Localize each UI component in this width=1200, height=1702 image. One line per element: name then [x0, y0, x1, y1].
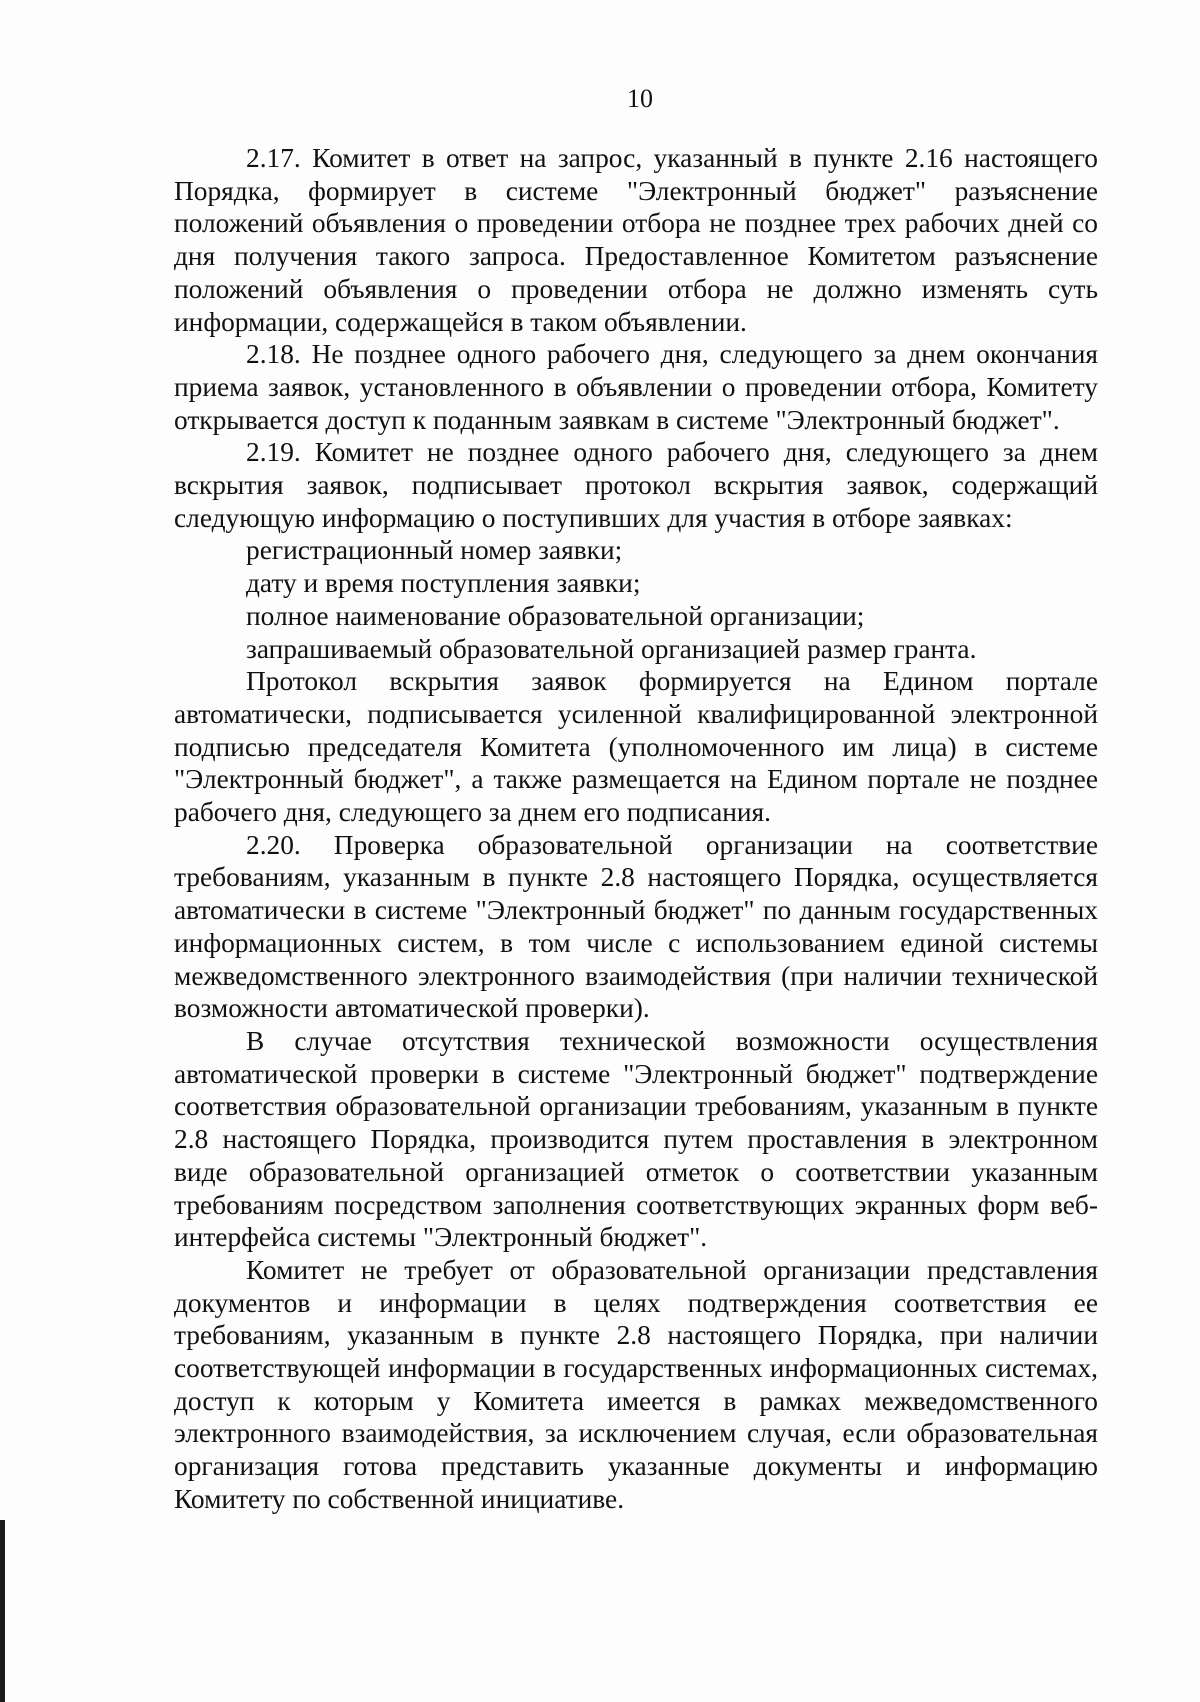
paragraph-2-18: 2.18. Не позднее одного рабочего дня, следующего за днем окончания приема заявок, установленного в объявлении о проведении отбора, Комитету открывается доступ к поданным заявкам в системе "Электронный бюджет".: [174, 339, 1098, 435]
list-item-date-time: дату и время поступления заявки;: [246, 568, 641, 599]
paragraph-no-technical-possibility: В случае отсутствия технической возможности осуществления автоматической проверки в системе "Электронный бюджет" подтверждение соответствия образовательной организации требованиям, указанным в пункте 2.8 настоящего Порядка, производится путем проставления в электронном виде образовательной организацией отметок о соответствии указанным требованиям посредством заполнения соответствующих экранных форм веб-интерфейса системы "Электронный бюджет".: [174, 1025, 1098, 1253]
list-item-grant-size: запрашиваемый образовательной организацией размер гранта.: [246, 633, 977, 664]
paragraph-2-19: 2.19. Комитет не позднее одного рабочего дня, следующего за днем вскрытия заявок, подписывает протокол вскрытия заявок, содержащий следующую информацию о поступивших для участия в отборе заявках:: [174, 437, 1098, 533]
paragraph-committee-requirements: Комитет не требует от образовательной организации представления документов и информации в целях подтверждения соответствия ее требованиям, указанным в пункте 2.8 настоящего Порядка, при наличии соответствующей информации в государственных информационных системах, доступ к которым у Комитета имеется в рамках межведомственного электронного взаимодействия, за исключением случая, если образовательная организация готова представить указанные документы и информацию Комитету по собственной инициативе.: [174, 1254, 1098, 1514]
scan-edge-mark: [0, 1520, 5, 1702]
paragraph-protocol: Протокол вскрытия заявок формируется на Едином портале автоматически, подписывается усиленной квалифицированной электронной подписью председателя Комитета (уполномоченного им лица) в системе "Электронный бюджет", а также размещается на Едином портале не позднее рабочего дня, следующего за днем его подписания.: [174, 666, 1098, 828]
paragraph-2-17: 2.17. Комитет в ответ на запрос, указанный в пункте 2.16 настоящего Порядка, формирует в системе "Электронный бюджет" разъяснение положений объявления о проведении отбора не позднее трех рабочих дней со дня получения такого запроса. Предоставленное Комитетом разъяснение положений объявления о проведении отбора не должно изменять суть информации, содержащейся в таком объявлении.: [174, 143, 1098, 337]
document-body: [174, 142, 1098, 1516]
page-number: 10: [627, 84, 653, 113]
list-item-registration-number: регистрационный номер заявки;: [246, 535, 623, 566]
list-item-full-name: полное наименование образовательной организации;: [246, 600, 865, 631]
paragraph-2-20: 2.20. Проверка образовательной организации на соответствие требованиям, указанным в пункте 2.8 настоящего Порядка, осуществляется автоматически в системе "Электронный бюджет" по данным государственных информационных систем, в том числе с использованием единой системы межведомственного электронного взаимодействия (при наличии технической возможности автоматической проверки).: [174, 829, 1098, 1024]
